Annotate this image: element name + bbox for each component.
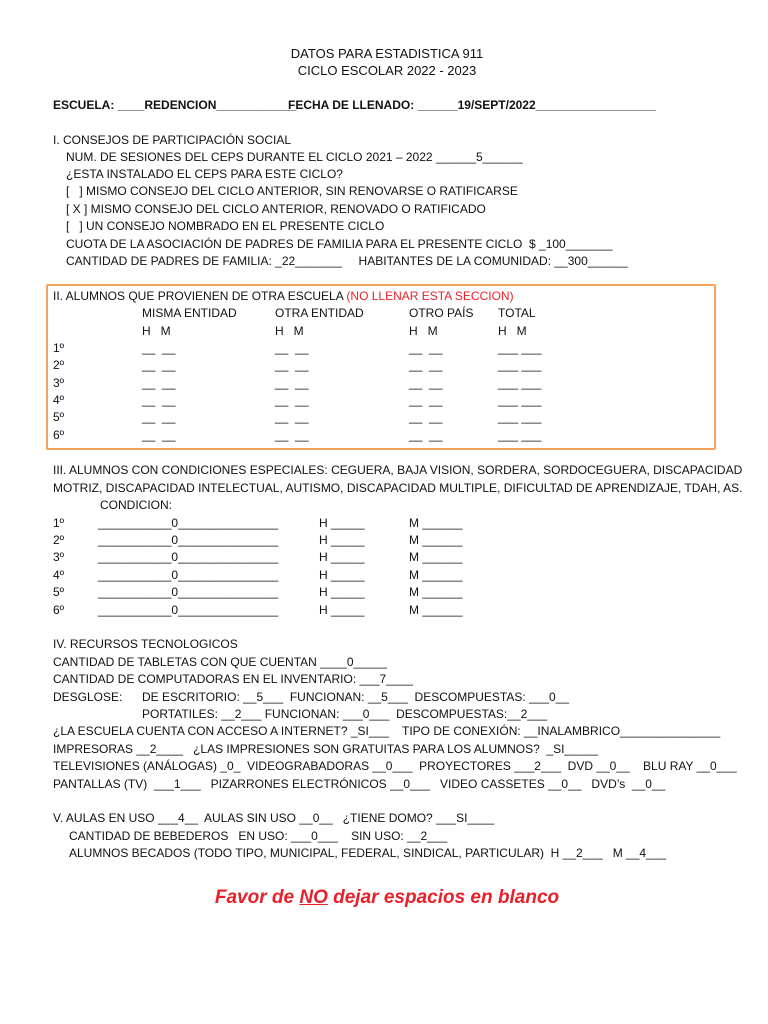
blank-cell: __ __ <box>275 341 309 355</box>
blank-cell: __ __ <box>275 410 309 424</box>
blank-cell: __ __ <box>142 358 176 372</box>
hm-header: H M <box>498 324 527 338</box>
portatiles-line: PORTATILES: __2___ FUNCIONAN: ___0___ DESCOMPUESTAS:__2___ <box>142 707 548 721</box>
blank-cell: ___ ___ <box>498 376 542 390</box>
blank-cell: __ __ <box>409 341 443 355</box>
h-field: H _____ <box>319 533 365 547</box>
escritorio-line: DE ESCRITORIO: __5___ FUNCIONAN: __5___ DESCOMPUESTAS: ___0__ <box>142 690 570 704</box>
cuota-line: CUOTA DE LA ASOCIACIÓN DE PADRES DE FAMILIA PARA EL PRESENTE CICLO $ _100_______ <box>66 237 613 251</box>
blank-cell: __ __ <box>275 428 309 442</box>
blank-cell: __ __ <box>275 376 309 390</box>
m-field: M ______ <box>409 568 463 582</box>
blank-cell: __ __ <box>142 410 176 424</box>
internet-line: ¿LA ESCUELA CUENTA CON ACCESO A INTERNET? _SI___ TIPO DE CONEXIÓN: __INALAMBRICO_______________ <box>53 724 721 738</box>
grade-label: 1º <box>53 516 65 530</box>
m-field: M ______ <box>409 603 463 617</box>
blank-cell: ___ ___ <box>498 428 542 442</box>
hm-header: H M <box>275 324 304 338</box>
impresoras-line: IMPRESORAS __2____ ¿LAS IMPRESIONES SON GRATUITAS PARA LOS ALUMNOS? _SI_____ <box>53 742 598 756</box>
becados-line: ALUMNOS BECADOS (TODO TIPO, MUNICIPAL, FEDERAL, SINDICAL, PARTICULAR) H __2___ M __4___ <box>69 846 667 860</box>
grade-label: 2º <box>53 533 65 547</box>
bebederos-line: CANTIDAD DE BEBEDEROS EN USO: ___0___ SIN USO: __2___ <box>69 829 448 843</box>
section-3-title: III. ALUMNOS CON CONDICIONES ESPECIALES: CEGUERA, BAJA VISION, SORDERA, SORDOCEGUERA, DISCAPACIDAD <box>53 463 743 477</box>
grade-label: 6º <box>53 603 65 617</box>
grade-label: 4º <box>53 393 65 407</box>
blank-cell: ___ ___ <box>498 358 542 372</box>
televisiones-line: TELEVISIONES (ANÁLOGAS) _0_ VIDEOGRABADORAS __0___ PROYECTORES ___2___ DVD __0__ BLU RAY __0___ <box>53 759 737 773</box>
h-field: H _____ <box>319 603 365 617</box>
section-1-title: I. CONSEJOS DE PARTICIPACIÓN SOCIAL <box>53 133 292 147</box>
condicion-value: ___________0_______________ <box>98 533 279 547</box>
m-field: M ______ <box>409 516 463 530</box>
h-field: H _____ <box>319 568 365 582</box>
padres-line: CANTIDAD DE PADRES DE FAMILIA: _22_______ HABITANTES DE LA COMUNIDAD: __300______ <box>66 254 628 268</box>
pantallas-line: PANTALLAS (TV) ___1___ PIZARRONES ELECTRÓNICOS __0___ VIDEO CASSETES __0__ DVD’s __0__ <box>53 777 666 791</box>
m-field: M ______ <box>409 533 463 547</box>
blank-cell: ___ ___ <box>498 341 542 355</box>
condicion-value: ___________0_______________ <box>98 550 279 564</box>
desglose-label: DESGLOSE: <box>53 690 123 704</box>
grade-label: 6º <box>53 428 65 442</box>
blank-cell: __ __ <box>142 428 176 442</box>
col-misma-entidad: MISMA ENTIDAD <box>142 306 237 320</box>
doc-subtitle: CICLO ESCOLAR 2022 - 2023 <box>297 63 477 78</box>
ceps-option-2: [ X ] MISMO CONSEJO DEL CICLO ANTERIOR, RENOVADO O RATIFICADO <box>66 202 486 216</box>
grade-label: 5º <box>53 585 65 599</box>
blank-cell: ___ ___ <box>498 410 542 424</box>
tabletas-line: CANTIDAD DE TABLETAS CON QUE CUENTAN ____0_____ <box>53 655 387 669</box>
blank-cell: __ __ <box>275 358 309 372</box>
computadoras-line: CANTIDAD DE COMPUTADORAS EN EL INVENTARIO: ___7____ <box>53 672 413 686</box>
condicion-value: ___________0_______________ <box>98 516 279 530</box>
section-2-note: (NO LLENAR ESTA SECCION) <box>346 289 514 303</box>
h-field: H _____ <box>319 550 365 564</box>
section-2-title: II. ALUMNOS QUE PROVIENEN DE OTRA ESCUELA (NO LLENAR ESTA SECCION) <box>53 289 514 303</box>
grade-label: 3º <box>53 550 65 564</box>
blank-cell: __ __ <box>409 428 443 442</box>
aulas-line: V. AULAS EN USO ___4__ AULAS SIN USO __0__ ¿TIENE DOMO? ___SI____ <box>53 811 495 825</box>
footer-no-emphasis: NO <box>299 887 328 908</box>
blank-cell: ___ ___ <box>498 393 542 407</box>
blank-cell: __ __ <box>409 376 443 390</box>
hm-header: H M <box>142 324 171 338</box>
section-4-title: IV. RECURSOS TECNOLOGICOS <box>53 637 238 651</box>
grade-label: 5º <box>53 410 65 424</box>
grade-label: 1º <box>53 341 65 355</box>
blank-cell: __ __ <box>275 393 309 407</box>
col-otro-pais: OTRO PAÍS <box>409 306 474 320</box>
escuela-field: ESCUELA: ____REDENCION____________ <box>53 98 297 112</box>
doc-title: DATOS PARA ESTADISTICA 911 <box>290 46 484 61</box>
condicion-value: ___________0_______________ <box>98 568 279 582</box>
ceps-option-1: [ ] MISMO CONSEJO DEL CICLO ANTERIOR, SIN RENOVARSE O RATIFICARSE <box>66 184 518 198</box>
hm-header: H M <box>409 324 438 338</box>
footer-warning: Favor de NO dejar espacios en blanco <box>214 887 560 908</box>
blank-cell: __ __ <box>409 410 443 424</box>
ceps-option-3: [ ] UN CONSEJO NOMBRADO EN EL PRESENTE CICLO <box>66 219 385 233</box>
section-3-title-cont: MOTRIZ, DISCAPACIDAD INTELECTUAL, AUTISMO, DISCAPACIDAD MULTIPLE, DIFICULTAD DE APRENDIZAJE, TDAH, AS. <box>53 481 743 495</box>
fecha-field: FECHA DE LLENADO: ______19/SEPT/2022__________________ <box>288 98 656 112</box>
blank-cell: __ __ <box>142 376 176 390</box>
blank-cell: __ __ <box>142 393 176 407</box>
blank-cell: __ __ <box>409 393 443 407</box>
condicion-value: ___________0_______________ <box>98 603 279 617</box>
h-field: H _____ <box>319 585 365 599</box>
ceps-question: ¿ESTA INSTALADO EL CEPS PARA ESTE CICLO? <box>66 167 343 181</box>
grade-label: 4º <box>53 568 65 582</box>
condicion-value: ___________0_______________ <box>98 585 279 599</box>
condicion-label: CONDICION: <box>100 498 172 512</box>
grade-label: 3º <box>53 376 65 390</box>
ceps-sessions: NUM. DE SESIONES DEL CEPS DURANTE EL CICLO 2021 – 2022 ______5______ <box>66 150 523 164</box>
grade-label: 2º <box>53 358 65 372</box>
h-field: H _____ <box>319 516 365 530</box>
blank-cell: __ __ <box>409 358 443 372</box>
m-field: M ______ <box>409 585 463 599</box>
blank-cell: __ __ <box>142 341 176 355</box>
col-total: TOTAL <box>498 306 536 320</box>
col-otra-entidad: OTRA ENTIDAD <box>275 306 364 320</box>
m-field: M ______ <box>409 550 463 564</box>
